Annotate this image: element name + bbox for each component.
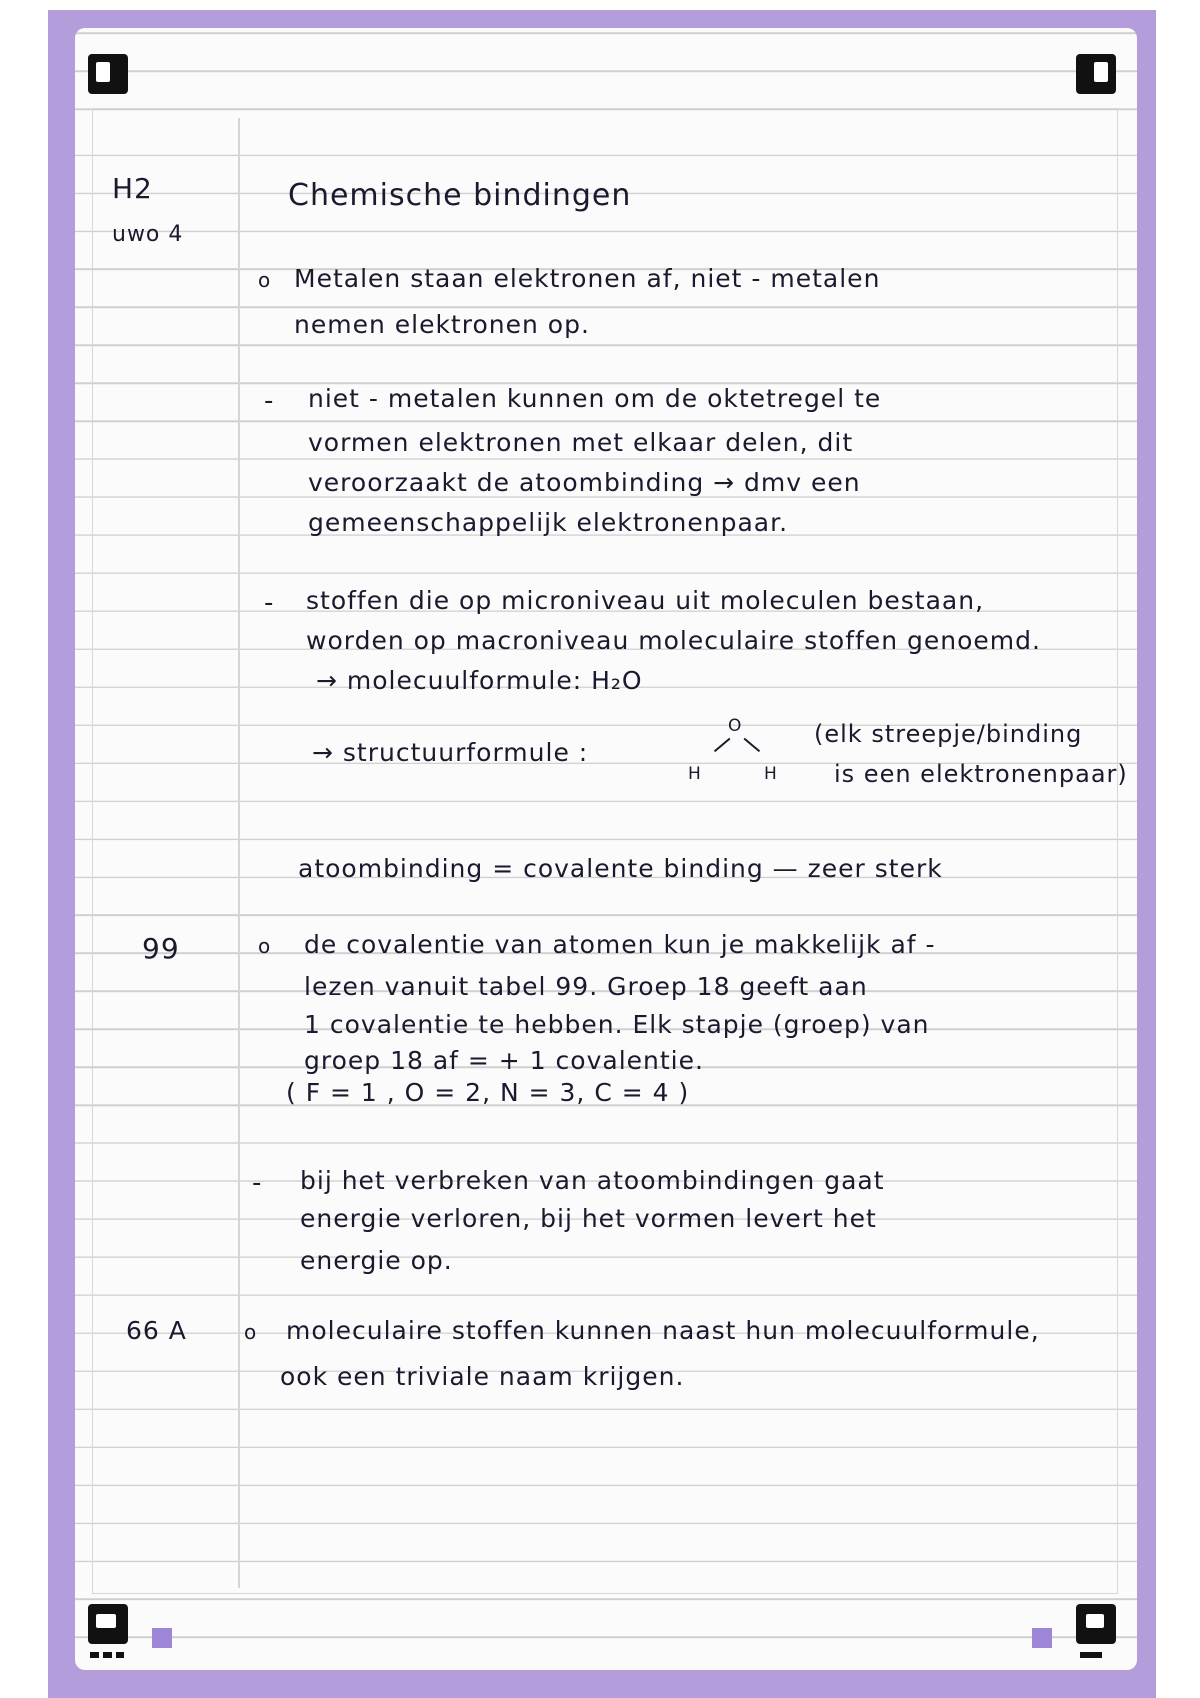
chapter-label: H2 <box>112 172 153 205</box>
corner-marker-icon <box>1076 1604 1116 1644</box>
level-label: uwo 4 <box>112 222 184 247</box>
note-line: 1 covalentie te hebben. Elk stapje (groep) van <box>304 1010 930 1039</box>
corner-marker-icon <box>88 1604 128 1644</box>
note-line: energie op. <box>300 1246 453 1275</box>
corner-marker-icon <box>88 54 128 94</box>
note-line: stoffen die op microniveau uit moleculen bestaan, <box>306 586 985 615</box>
note-line: moleculaire stoffen kunnen naast hun molecuulformule, <box>286 1316 1040 1345</box>
margin-line <box>238 118 240 1588</box>
molecule-hydrogen: H <box>688 764 701 784</box>
note-line: veroorzaakt de atoombinding → dmv een <box>308 468 861 497</box>
note-line: lezen vanuit tabel 99. Groep 18 geeft aan <box>304 972 868 1001</box>
scan-marker-dash <box>1080 1652 1102 1658</box>
note-line: gemeenschappelijk elektronenpaar. <box>308 508 789 537</box>
molecule-hydrogen: H <box>764 764 777 784</box>
bullet-circle-icon: o <box>258 268 271 292</box>
bullet-circle-icon: o <box>258 934 271 958</box>
note-line: de covalentie van atomen kun je makkelijk af - <box>304 930 936 959</box>
note-line: atoombinding = covalente binding — zeer sterk <box>298 854 943 883</box>
note-line: niet - metalen kunnen om de oktetregel te <box>308 384 882 413</box>
note-line: vormen elektronen met elkaar delen, dit <box>308 428 854 457</box>
page-ref-99: 99 <box>142 932 180 965</box>
purple-square-marker <box>152 1628 172 1648</box>
note-line: energie verloren, bij het vormen levert het <box>300 1204 877 1233</box>
note-line: (elk streepje/binding <box>814 720 1083 748</box>
molecule-oxygen: O <box>728 716 742 736</box>
page-title: Chemische bindingen <box>288 178 632 213</box>
scan-marker-dashes <box>90 1652 124 1658</box>
dash-bullet-icon: - <box>264 588 274 618</box>
note-line: ( F = 1 , O = 2, N = 3, C = 4 ) <box>286 1078 690 1107</box>
page-ref-66a: 66 A <box>126 1316 187 1345</box>
dash-bullet-icon: - <box>264 386 274 416</box>
note-line: groep 18 af = + 1 covalentie. <box>304 1046 704 1075</box>
note-line: is een elektronenpaar) <box>834 760 1128 788</box>
note-line: Metalen staan elektronen af, niet - metalen <box>294 264 881 293</box>
corner-marker-icon <box>1076 54 1116 94</box>
note-line: → molecuulformule: H₂O <box>316 666 643 695</box>
note-line: nemen elektronen op. <box>294 310 590 339</box>
note-line: bij het verbreken van atoombindingen gaat <box>300 1166 885 1195</box>
purple-square-marker <box>1032 1628 1052 1648</box>
note-line: ook een triviale naam krijgen. <box>280 1362 685 1391</box>
bullet-circle-icon: o <box>244 1320 257 1344</box>
dash-bullet-icon: - <box>252 1168 262 1198</box>
note-line: worden op macroniveau moleculaire stoffen genoemd. <box>306 626 1041 655</box>
structural-formula-label: → structuurformule : <box>312 738 589 767</box>
